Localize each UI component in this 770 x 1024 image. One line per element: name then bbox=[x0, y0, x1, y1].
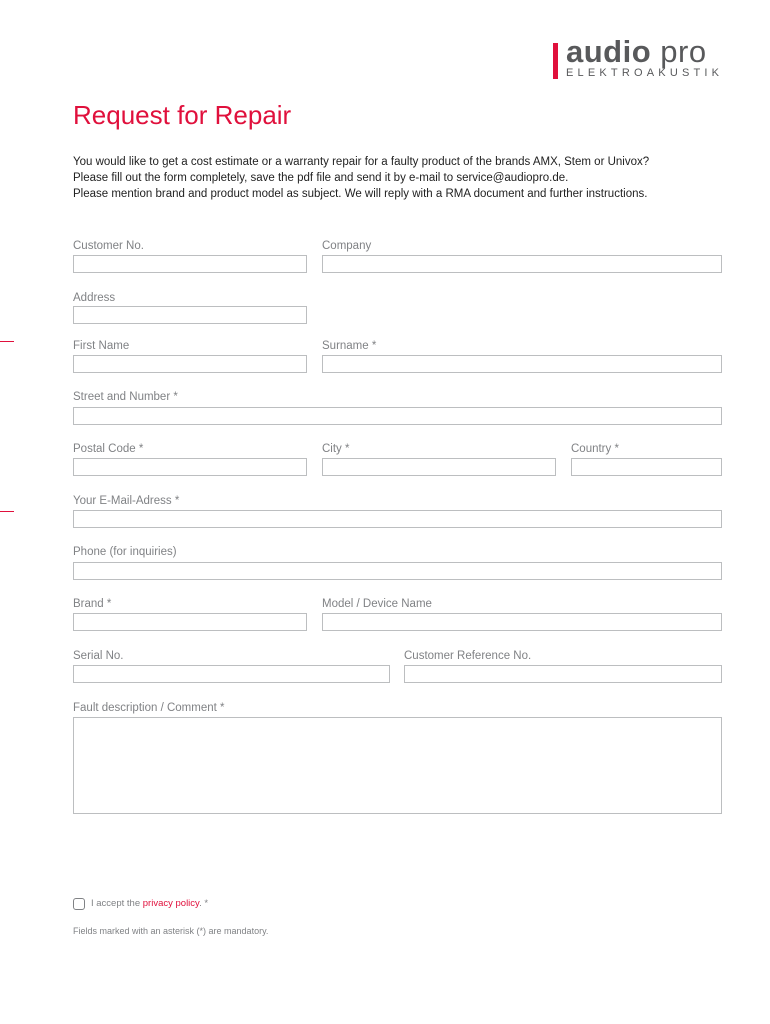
privacy-policy-link[interactable]: privacy policy bbox=[142, 898, 200, 909]
fault-label: Fault description / Comment * bbox=[73, 702, 225, 714]
intro-line: You would like to get a cost estimate or a warranty repair for a faulty product of the brands AMX, Stem or Univox? bbox=[73, 156, 650, 168]
page-title: Request for Repair bbox=[73, 100, 292, 130]
phone-input[interactable] bbox=[73, 562, 722, 580]
country-label: Country * bbox=[571, 443, 619, 455]
postal-code-input[interactable] bbox=[73, 458, 307, 476]
company-label: Company bbox=[322, 240, 372, 252]
brand-logo bbox=[566, 34, 707, 70]
privacy-checkbox[interactable] bbox=[73, 898, 85, 910]
phone-label: Phone (for inquiries) bbox=[73, 546, 177, 558]
email-label: Your E-Mail-Adress * bbox=[73, 495, 180, 507]
brand-label: Brand * bbox=[73, 598, 112, 610]
logo-text-bold: audio bbox=[566, 34, 652, 69]
city-input[interactable] bbox=[322, 458, 556, 476]
model-label: Model / Device Name bbox=[322, 598, 432, 610]
surname-label: Surname * bbox=[322, 340, 377, 352]
address-input[interactable] bbox=[73, 306, 307, 324]
intro-line: Please mention brand and product model as subject. We will reply with a RMA document and further instructions. bbox=[73, 188, 648, 200]
first-name-label: First Name bbox=[73, 340, 130, 352]
logo-text-light: pro bbox=[651, 34, 707, 69]
address-label: Address bbox=[73, 292, 116, 304]
customer-no-label: Customer No. bbox=[73, 240, 144, 252]
serial-input[interactable] bbox=[73, 665, 390, 683]
logo-tagline: ELEKTROAKUSTIK bbox=[566, 67, 724, 79]
street-input[interactable] bbox=[73, 407, 722, 425]
intro-line: Please fill out the form completely, save the pdf file and send it by e-mail to service@audiopro.de. bbox=[73, 172, 569, 184]
country-input[interactable] bbox=[571, 458, 722, 476]
mandatory-note: Fields marked with an asterisk (*) are mandatory. bbox=[73, 926, 269, 936]
fault-textarea[interactable] bbox=[73, 717, 722, 814]
first-name-input[interactable] bbox=[73, 355, 307, 373]
reference-input[interactable] bbox=[404, 665, 722, 683]
surname-input[interactable] bbox=[322, 355, 722, 373]
privacy-consent-text bbox=[91, 898, 208, 909]
privacy-suffix: . * bbox=[199, 898, 209, 909]
intro-text bbox=[73, 154, 733, 202]
fold-mark-bottom bbox=[0, 511, 14, 512]
email-input[interactable] bbox=[73, 510, 722, 528]
customer-no-input[interactable] bbox=[73, 255, 307, 273]
privacy-prefix: I accept the bbox=[91, 898, 143, 909]
city-label: City * bbox=[322, 443, 350, 455]
reference-label: Customer Reference No. bbox=[404, 650, 532, 662]
company-input[interactable] bbox=[322, 255, 722, 273]
serial-label: Serial No. bbox=[73, 650, 124, 662]
brand-input[interactable] bbox=[73, 613, 307, 631]
postal-code-label: Postal Code * bbox=[73, 443, 144, 455]
model-input[interactable] bbox=[322, 613, 722, 631]
logo-accent-bar bbox=[553, 43, 558, 79]
street-label: Street and Number * bbox=[73, 391, 178, 403]
fold-mark-top bbox=[0, 341, 14, 342]
